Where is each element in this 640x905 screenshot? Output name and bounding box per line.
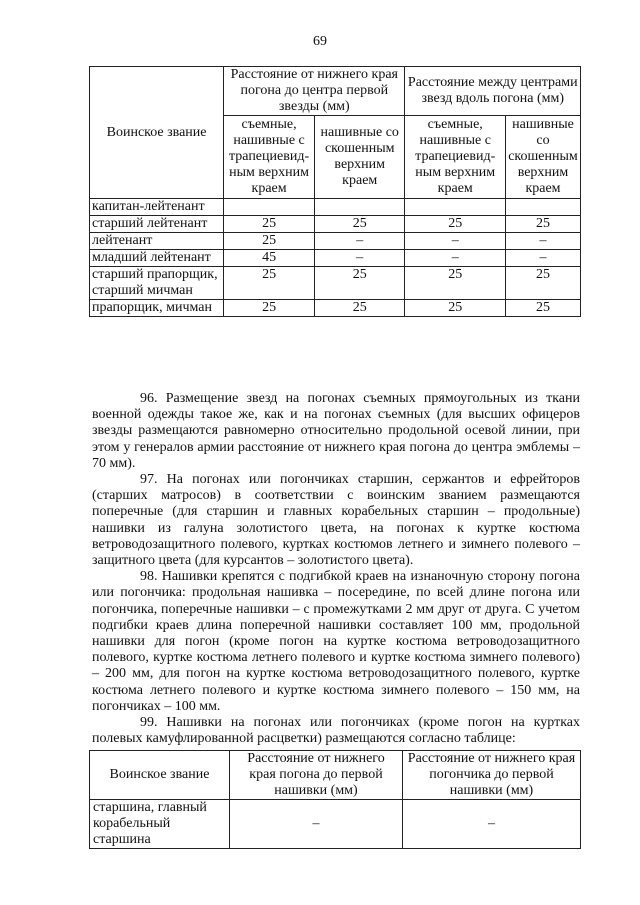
value-cell bbox=[224, 199, 315, 216]
table-header-row bbox=[90, 67, 581, 116]
rank-cell: лейтенант bbox=[90, 233, 224, 250]
value-cell: 25 bbox=[224, 233, 315, 250]
table-row bbox=[90, 250, 581, 267]
value-cell: – bbox=[405, 233, 506, 250]
value-cell: 25 bbox=[224, 300, 315, 317]
rank-cell: прапорщик, мичман bbox=[90, 300, 224, 317]
paragraph-96: 96. Размещение звезд на погонах съемных прямоугольных из ткани военной одежды такое же, как и на погонах съемных (для высших офицеров звезды размещаются равномерно относительно продольной осевой линии, при этом у генералов армии расстояние от нижнего края погона до центра эмблемы – 70 мм). bbox=[92, 391, 580, 471]
value-cell: 25 bbox=[505, 216, 580, 233]
value-cell bbox=[314, 199, 405, 216]
rank-cell: старший лейтенант bbox=[90, 216, 224, 233]
value-cell: – bbox=[405, 250, 506, 267]
subheader: съемные, нашивные с трапециевид-ным верхним краем bbox=[224, 116, 315, 199]
table-row bbox=[90, 267, 581, 300]
value-cell: – bbox=[403, 800, 581, 849]
value-cell: 25 bbox=[505, 267, 580, 300]
table-row bbox=[90, 216, 581, 233]
value-cell bbox=[405, 199, 506, 216]
value-cell: – bbox=[314, 250, 405, 267]
value-cell: 25 bbox=[314, 216, 405, 233]
rank-column-header: Воинское звание bbox=[90, 67, 224, 199]
value-cell: 25 bbox=[405, 267, 506, 300]
value-cell bbox=[505, 199, 580, 216]
star-placement-table bbox=[89, 66, 581, 317]
value-cell: 25 bbox=[405, 216, 506, 233]
epaulet-distance-header: Расстояние от нижнего края погона до первой нашивки (мм) bbox=[230, 751, 403, 800]
rank-cell: младший лейтенант bbox=[90, 250, 224, 267]
paragraph-98: 98. Нашивки крепятся с подгибкой краев на изнаночную сторону погона или погончика: продольная нашивка – посередине, по всей длине погона или погончика, поперечные нашивки – с промежутками 2 мм друг от друга. С учетом подгибки краев длина поперечной нашивки составляет 100 мм, продольной нашивки для погон (кроме погон на куртке костюма ветроводозащитного полевого, куртке костюма летнего полевого и куртке костюма зимнего полевого) – 200 мм, для погон на куртке костюма ветроводозащитного полевого, куртке костюма летнего полевого и куртке костюма зимнего полевого – 150 мм, на погончиках – 100 мм. bbox=[92, 569, 580, 714]
stripe-placement-table bbox=[89, 750, 581, 849]
body-text bbox=[92, 391, 580, 747]
table-row bbox=[90, 199, 581, 216]
subheader: съемные, нашивные с трапециевид-ным верхним краем bbox=[405, 116, 506, 199]
page-number: 69 bbox=[313, 34, 327, 49]
value-cell: 25 bbox=[314, 300, 405, 317]
paragraph-97: 97. На погонах или погончиках старшин, сержантов и ефрейторов (старших матросов) в соответствии с воинским званием размещаются поперечные (для старшин и главных корабельных старшин – продольные) нашивки из галуна золотистого цвета, на погонах к куртке костюма ветроводозащитного полевого, куртках костюмов летнего и зимнего полевого – защитного цвета (для курсантов – золотистого цвета). bbox=[92, 472, 580, 569]
value-cell: 45 bbox=[224, 250, 315, 267]
subheader: нашивные со скошенным верхним краем bbox=[505, 116, 580, 199]
value-cell: 25 bbox=[224, 216, 315, 233]
shoulder-strap-distance-header: Расстояние от нижнего края погончика до первой нашивки (мм) bbox=[403, 751, 581, 800]
value-cell: 25 bbox=[224, 267, 315, 300]
value-cell: – bbox=[505, 233, 580, 250]
table-row bbox=[90, 300, 581, 317]
table-header-row bbox=[90, 751, 581, 800]
paragraph-99: 99. Нашивки на погонах или погончиках (кроме погон на куртках полевых камуфлированной расцветки) размещаются согласно таблице: bbox=[92, 715, 580, 747]
value-cell: – bbox=[505, 250, 580, 267]
value-cell: 25 bbox=[505, 300, 580, 317]
value-cell: – bbox=[314, 233, 405, 250]
group-header-first-star: Расстояние от нижнего края погона до центра первой звезды (мм) bbox=[224, 67, 405, 116]
value-cell: 25 bbox=[314, 267, 405, 300]
value-cell: – bbox=[230, 800, 403, 849]
rank-cell: старший прапорщик, старший мичман bbox=[90, 267, 224, 300]
rank-cell: старшина, главный корабельный старшина bbox=[90, 800, 230, 849]
subheader: нашивные со скошенным верхним краем bbox=[314, 116, 405, 199]
rank-column-header: Воинское звание bbox=[90, 751, 230, 800]
table-row bbox=[90, 233, 581, 250]
group-header-star-spacing: Расстояние между центрами звезд вдоль погона (мм) bbox=[405, 67, 581, 116]
table-row bbox=[90, 800, 581, 849]
value-cell: 25 bbox=[405, 300, 506, 317]
rank-cell: капитан-лейтенант bbox=[90, 199, 224, 216]
